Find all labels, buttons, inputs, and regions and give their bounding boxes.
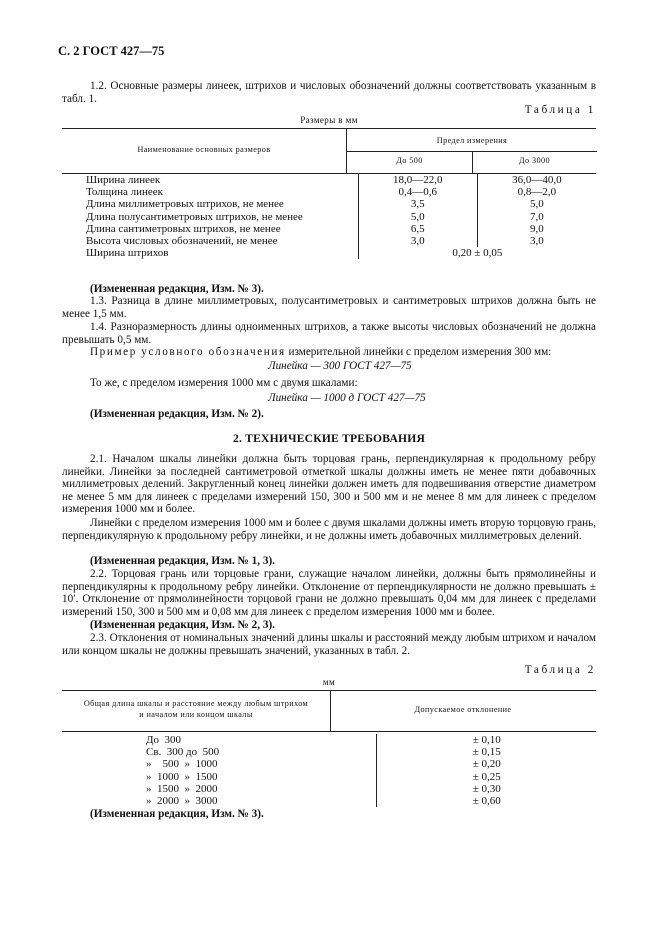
table1-cell-name: Ширина линеек — [86, 174, 161, 186]
table1-row — [62, 235, 596, 247]
table1-cell-3000: 36,0—40,0 — [477, 174, 596, 186]
table2-cell-range: До 300 — [146, 734, 182, 746]
table2-col-length-2: и началом или концом шкалы — [139, 710, 253, 719]
paragraph-1-2: 1.2. Основные размеры линеек, штрихов и числовых обозначений должны соответствовать указанным в табл. 1. — [62, 80, 596, 105]
table1-cell-name: Толщина линеек — [86, 186, 163, 199]
table2-label: Таблица 2 — [524, 664, 596, 676]
table1-cell-3000: 0,8—2,0 — [477, 186, 596, 198]
table2-cell-dev: ± 0,15 — [377, 746, 596, 758]
paragraph-1-4: 1.4. Разноразмерность длины одноименных штрихов, а также высоты числовых обозначений не должна превышать 0,5 мм. — [62, 321, 596, 346]
table2-body — [62, 734, 596, 807]
table2-units: мм — [322, 677, 336, 687]
table1-cell-3000: 7,0 — [477, 211, 596, 223]
same-text: То же, с пределом измерения 1000 мм с двумя шкалами: — [90, 377, 358, 389]
table2-row — [62, 758, 596, 770]
table2-row — [62, 783, 596, 795]
table2-cell-dev: ± 0,25 — [377, 771, 596, 783]
table1-cell-name: Длина сантиметровых штрихов, не менее — [86, 222, 281, 235]
table1-cell-3000: 9,0 — [477, 223, 596, 235]
table2-row — [62, 795, 596, 807]
page-header: С. 2 ГОСТ 427—75 — [58, 44, 165, 58]
example-label: Пример условного обозначения — [90, 346, 286, 358]
table-2 — [62, 676, 596, 807]
table2-row — [62, 746, 596, 758]
table1-body — [62, 174, 596, 259]
paragraph-2-2: 2.2. Торцовая грань или торцовые грани, служащие началом линейки, должны быть прямолинейны и перпендикулярны к продольному ребру линейки. Отклонение от перпендикулярности не должно превышать ± 10′. Отклонение от прямолинейности торцовой грани не должно превышать 0,04 мм для линеек с пределами измерений 150, 300 и 500 мм и 0,08 мм для линеек с пределом измерения 1000 мм и более. — [62, 568, 596, 618]
table1-cell-500: 0,4—0,6 — [358, 186, 477, 198]
table2-cell-dev: ± 0,30 — [377, 783, 596, 795]
table1-last-row — [62, 247, 596, 259]
example-line — [62, 346, 596, 359]
table2-cell-dev: ± 0,10 — [377, 734, 596, 746]
table1-cell-name: Высота числовых обозначений, не менее — [86, 235, 278, 248]
table1-row — [62, 198, 596, 210]
table1-row — [62, 223, 596, 235]
table1-cell-500: 3,0 — [358, 235, 477, 247]
example-1: Линейка — 300 ГОСТ 427—75 — [268, 360, 412, 372]
table1-row — [62, 174, 596, 186]
table2-row — [62, 734, 596, 746]
edit-note-3b: (Измененная редакция, Изм. № 3). — [90, 808, 264, 820]
paragraph-2-1b: Линейки с пределом измерения 1000 мм и более с двумя шкалами должны иметь вторую торцовую грань, перпендикулярную к продольному ребру линейки, и не должны иметь добавочных миллиметровых делений. — [62, 517, 596, 542]
table1-cell-500: 6,5 — [358, 223, 477, 235]
example-2: Линейка — 1000 д ГОСТ 427—75 — [268, 392, 426, 404]
example-text: измерительной линейки с пределом измерения 300 мм: — [285, 346, 552, 358]
table1-cell-3000: 3,0 — [477, 235, 596, 247]
table1-cell-name: Длина полусантиметровых штрихов, не менее — [86, 210, 303, 223]
paragraph-2-3: 2.3. Отклонения от номинальных значений длины шкалы и расстояний между любым штрихом и началом или концом шкалы не должны превышать значений, указанных в табл. 2. — [62, 632, 596, 657]
table1-last-value: 0,20 ± 0,05 — [358, 247, 596, 259]
table2-cell-range: » 2000 » 3000 — [146, 795, 218, 808]
table1-cell-500: 5,0 — [358, 211, 477, 223]
table2-cell-range: » 1500 » 2000 — [146, 782, 218, 795]
table2-cell-dev: ± 0,60 — [377, 795, 596, 807]
table1-last-name: Ширина штрихов — [86, 247, 169, 260]
table2-head — [62, 690, 596, 731]
table1-head — [62, 128, 596, 173]
table1-col-name: Наименование основных размеров — [137, 145, 271, 154]
table1-cell-3000: 5,0 — [477, 198, 596, 210]
table1-units: Размеры в мм — [300, 115, 358, 125]
table1-col-500: До 500 — [396, 156, 423, 165]
edit-note-2a: (Измененная редакция, Изм. № 2). — [90, 408, 264, 420]
table2-cell-range: » 500 » 1000 — [146, 758, 218, 771]
table-1 — [62, 114, 596, 259]
table2-cell-range: » 1000 » 1500 — [146, 770, 218, 783]
table2-row — [62, 771, 596, 783]
paragraph-2-1: 2.1. Началом шкалы линейки должна быть торцовая грань, перпендикулярная к продольному ребру линейки. Линейки за последней сантиметровой отметкой шкалы должны иметь не менее пяти добавочных миллиметровых делений. Закругленный конец линейки должен иметь для подвешивания отверстие диаметром не менее 5 мм для линеек с пределами измерений 150, 300 и 500 мм и не менее 8 мм для линеек с пределом измерения 1000 мм и более. — [62, 453, 596, 516]
table2-col-length-1: Общая длина шкалы и расстояние между любым штрихом — [83, 699, 309, 708]
table2-cell-range: Св. 300 до 500 — [146, 746, 220, 759]
table1-label: Таблица 1 — [524, 104, 596, 116]
table1-row — [62, 186, 596, 198]
table2-col-dev: Допускаемое отклонение — [414, 705, 512, 714]
section-title: 2. ТЕХНИЧЕСКИЕ ТРЕБОВАНИЯ — [232, 432, 426, 445]
table1-cell-name: Длина миллиметровых штрихов, не менее — [86, 198, 284, 211]
table2-cell-dev: ± 0,20 — [377, 758, 596, 770]
edit-note-3a: (Измененная редакция, Изм. № 3). — [90, 283, 264, 295]
edit-note-23: (Измененная редакция, Изм. № 2, 3). — [90, 619, 275, 631]
table1-cell-500: 3,5 — [358, 198, 477, 210]
table1-col-range: Предел измерения — [436, 136, 508, 145]
paragraph-1-3: 1.3. Разница в длине миллиметровых, полусантиметровых и сантиметровых штрихов должна быть не менее 1,5 мм. — [62, 295, 596, 320]
table1-col-3000: До 3000 — [519, 156, 550, 165]
edit-note-13: (Измененная редакция, Изм. № 1, 3). — [90, 555, 275, 567]
table1-cell-500: 18,0—22,0 — [358, 174, 477, 186]
table1-row — [62, 211, 596, 223]
